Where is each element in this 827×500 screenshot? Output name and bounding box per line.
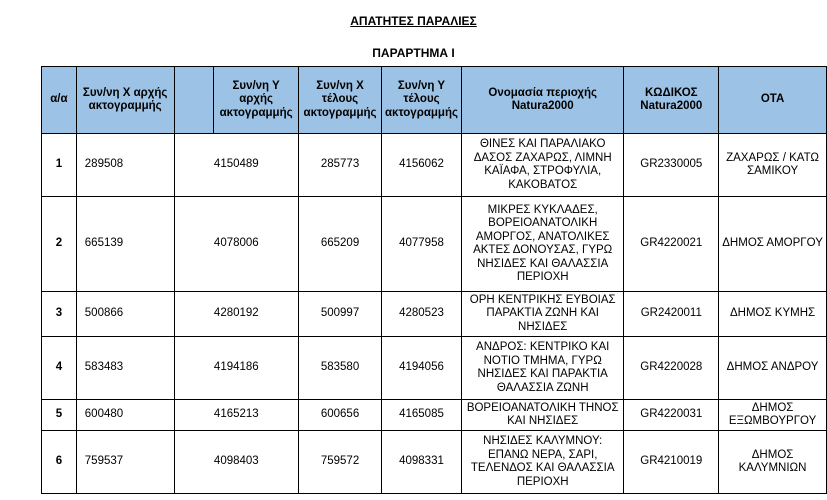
table-row bbox=[42, 400, 827, 431]
cell-y-end: 4165085 bbox=[382, 400, 462, 431]
cell-y-start: 4280192 bbox=[174, 292, 299, 337]
header-y-start: Συν/νη Υ αρχής ακτογραμμής bbox=[214, 67, 299, 134]
table-row bbox=[42, 292, 827, 337]
cell-x-start: 600480 bbox=[76, 400, 174, 431]
cell-name: ΘΙΝΕΣ ΚΑΙ ΠΑΡΑΛΙΑΚΟ ΔΑΣΟΣ ΖΑΧΑΡΩΣ, ΛΙΜΝΗ ΚΑΪΑΦΑ, ΣΤΡΟΦΥΛΙΑ, ΚΑΚΟΒΑΤΟΣ bbox=[461, 134, 623, 197]
cell-x-end: 285773 bbox=[299, 134, 382, 197]
cell-name: ΝΗΣΙΔΕΣ ΚΑΛΥΜΝΟΥ: ΕΠΑΝΩ ΝΕΡΑ, ΣΑΡΙ, ΤΕΛΕΝΔΟΣ ΚΑΙ ΘΑΛΑΣΣΙΑ ΠΕΡΙΟΧΗ bbox=[461, 431, 623, 494]
document-subtitle: ΠΑΡΑΡΤΗΜΑ Ι bbox=[372, 46, 455, 60]
cell-code: GR4220021 bbox=[624, 197, 719, 292]
header-name: Ονομασία περιοχής Natura2000 bbox=[461, 67, 623, 134]
cell-ota: ΔΗΜΟΣ ΚΑΛΥΜΝΙΩΝ bbox=[719, 431, 827, 494]
cell-no: 3 bbox=[42, 292, 77, 337]
cell-no: 6 bbox=[42, 431, 77, 494]
table-row bbox=[42, 337, 827, 400]
cell-code: GR2330005 bbox=[624, 134, 719, 197]
cell-y-end: 4077958 bbox=[382, 197, 462, 292]
header-spacer bbox=[174, 67, 214, 134]
cell-code: GR4210019 bbox=[624, 431, 719, 494]
cell-ota: ΔΗΜΟΣ ΚΥΜΗΣ bbox=[719, 292, 827, 337]
cell-ota: ΔΗΜΟΣ ΕΞΩΜΒΟΥΡΓΟΥ bbox=[719, 400, 827, 431]
cell-y-start: 4165213 bbox=[174, 400, 299, 431]
cell-y-end: 4194056 bbox=[382, 337, 462, 400]
cell-x-start: 500866 bbox=[76, 292, 174, 337]
cell-code: GR2420011 bbox=[624, 292, 719, 337]
cell-x-end: 759572 bbox=[299, 431, 382, 494]
table-header-row bbox=[42, 67, 827, 134]
cell-ota: ΔΗΜΟΣ ΑΝΔΡΟΥ bbox=[719, 337, 827, 400]
header-no: α/α bbox=[42, 67, 77, 134]
cell-y-end: 4156062 bbox=[382, 134, 462, 197]
cell-x-end: 665209 bbox=[299, 197, 382, 292]
cell-y-start: 4098403 bbox=[174, 431, 299, 494]
cell-x-start: 289508 bbox=[76, 134, 174, 197]
cell-code: GR4220028 bbox=[624, 337, 719, 400]
cell-y-end: 4280523 bbox=[382, 292, 462, 337]
header-ota: ΟΤΑ bbox=[719, 67, 827, 134]
cell-x-end: 583580 bbox=[299, 337, 382, 400]
cell-x-start: 583483 bbox=[76, 337, 174, 400]
cell-no: 2 bbox=[42, 197, 77, 292]
cell-name: ΒΟΡΕΙΟΑΝΑΤΟΛΙΚΗ ΤΗΝΟΣ ΚΑΙ ΝΗΣΙΔΕΣ bbox=[461, 400, 623, 431]
cell-name: ΜΙΚΡΕΣ ΚΥΚΛΑΔΕΣ, ΒΟΡΕΙΟΑΝΑΤΟΛΙΚΗ ΑΜΟΡΓΟΣ, ΑΝΑΤΟΛΙΚΕΣ ΑΚΤΕΣ ΔΟΝΟΥΣΑΣ, ΓΥΡΩ ΝΗΣΙΔΕΣ ΚΑΙ ΘΑΛΑΣΣΙΑ ΠΕΡΙΟΧΗ bbox=[461, 197, 623, 292]
cell-x-start: 665139 bbox=[76, 197, 174, 292]
cell-no: 1 bbox=[42, 134, 77, 197]
document-title: ΑΠΑΤΗΤΕΣ ΠΑΡΑΛΙΕΣ bbox=[350, 14, 477, 28]
cell-no: 4 bbox=[42, 337, 77, 400]
cell-y-end: 4098331 bbox=[382, 431, 462, 494]
table-row bbox=[42, 134, 827, 197]
cell-name: ΑΝΔΡΟΣ: ΚΕΝΤΡΙΚΟ ΚΑΙ ΝΟΤΙΟ ΤΜΗΜΑ, ΓΥΡΩ ΝΗΣΙΔΕΣ ΚΑΙ ΠΑΡΑΚΤΙΑ ΘΑΛΑΣΣΙΑ ΖΩΝΗ bbox=[461, 337, 623, 400]
table-row bbox=[42, 197, 827, 292]
header-x-end: Συν/νη Χ τέλους ακτογραμμής bbox=[299, 67, 382, 134]
cell-name: ΟΡΗ ΚΕΝΤΡΙΚΗΣ ΕΥΒΟΙΑΣ ΠΑΡΑΚΤΙΑ ΖΩΝΗ ΚΑΙ ΝΗΣΙΔΕΣ bbox=[461, 292, 623, 337]
cell-ota: ΖΑΧΑΡΩΣ / ΚΑΤΩ ΣΑΜΙΚΟΥ bbox=[719, 134, 827, 197]
cell-code: GR4220031 bbox=[624, 400, 719, 431]
table-row bbox=[42, 431, 827, 494]
header-x-start: Συν/νη Χ αρχής ακτογραμμής bbox=[76, 67, 174, 134]
cell-y-start: 4150489 bbox=[174, 134, 299, 197]
header-y-end: Συν/νη Υ τέλους ακτογραμμής bbox=[382, 67, 462, 134]
cell-ota: ΔΗΜΟΣ ΑΜΟΡΓΟΥ bbox=[719, 197, 827, 292]
cell-no: 5 bbox=[42, 400, 77, 431]
cell-x-end: 500997 bbox=[299, 292, 382, 337]
cell-x-end: 600656 bbox=[299, 400, 382, 431]
cell-y-start: 4194186 bbox=[174, 337, 299, 400]
header-code: ΚΩΔΙΚΟΣ Natura2000 bbox=[624, 67, 719, 134]
cell-x-start: 759537 bbox=[76, 431, 174, 494]
coordinates-table bbox=[41, 66, 827, 494]
cell-y-start: 4078006 bbox=[174, 197, 299, 292]
